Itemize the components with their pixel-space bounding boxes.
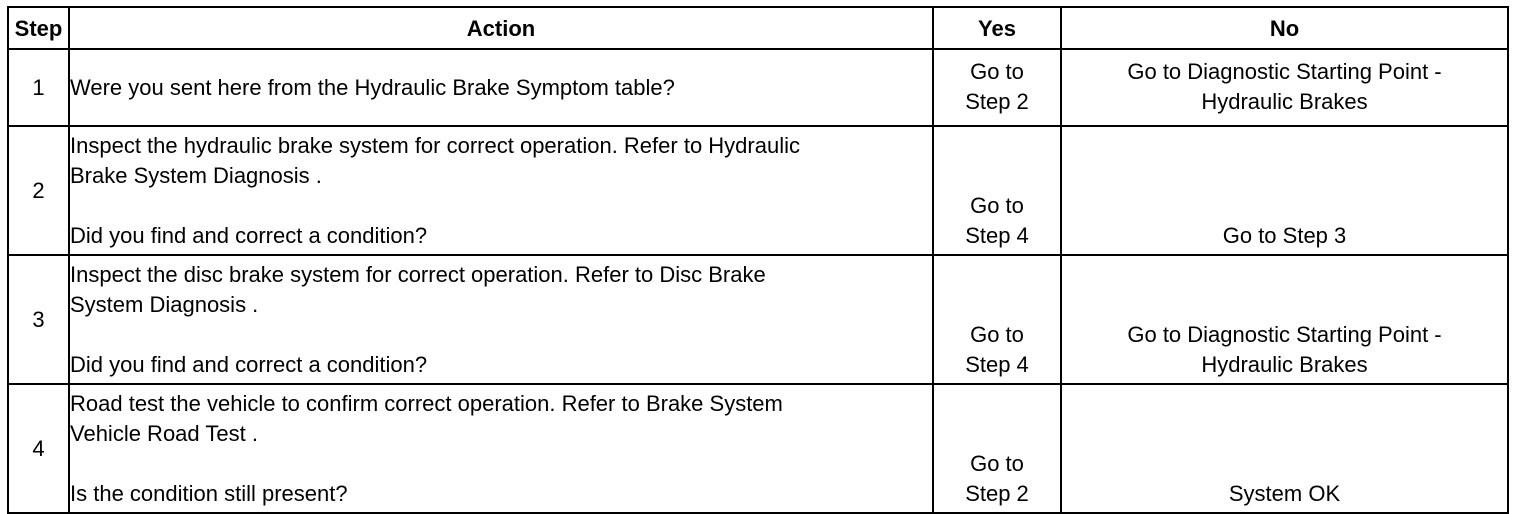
- action-question: Is the condition still present?: [70, 480, 348, 506]
- yes-cell: [933, 255, 1061, 384]
- action-question: Did you find and correct a condition?: [70, 351, 428, 377]
- step-number: 4: [8, 384, 69, 513]
- yes-step-link[interactable]: Step 2: [965, 481, 1029, 506]
- action-cell: [69, 126, 933, 255]
- action-cell: [69, 384, 933, 513]
- yes-step-link[interactable]: Step 4: [965, 352, 1029, 377]
- action-text: Road test the vehicle to confirm correct operation. Refer to Brake System: [70, 390, 783, 416]
- yes-step-link[interactable]: Step 4: [965, 223, 1029, 248]
- no-link-continued[interactable]: Hydraulic Brakes: [1201, 352, 1368, 377]
- header-action: Action: [69, 7, 933, 49]
- action-cell: [69, 255, 933, 384]
- no-cell: [1061, 49, 1508, 126]
- action-text: Inspect the disc brake system for correct operation. Refer to Disc Brake: [70, 261, 766, 287]
- table-row: [8, 384, 1508, 513]
- step-number: 3: [8, 255, 69, 384]
- no-cell: [1061, 384, 1508, 513]
- yes-cell: [933, 384, 1061, 513]
- action-cell: [69, 49, 933, 126]
- no-result: System OK: [1228, 481, 1341, 506]
- yes-text: Go to: [970, 322, 1024, 347]
- yes-text: Go to: [970, 193, 1024, 218]
- yes-cell: [933, 49, 1061, 126]
- no-link[interactable]: Go to Step 3: [1222, 223, 1347, 248]
- step-number: 2: [8, 126, 69, 255]
- step-number: 1: [8, 49, 69, 126]
- action-reference-link[interactable]: Brake System Diagnosis .: [70, 162, 322, 188]
- action-question: Did you find and correct a condition?: [70, 222, 428, 248]
- header-step: Step: [8, 7, 69, 49]
- table-row: [8, 126, 1508, 255]
- no-cell: [1061, 255, 1508, 384]
- yes-cell: [933, 126, 1061, 255]
- no-link[interactable]: Go to Diagnostic Starting Point -: [1127, 322, 1442, 347]
- no-link[interactable]: Go to Diagnostic Starting Point -: [1127, 59, 1442, 84]
- header-no: No: [1061, 7, 1508, 49]
- no-cell: [1061, 126, 1508, 255]
- diagnostic-table: [7, 6, 1509, 514]
- table-row: [8, 49, 1508, 126]
- diagnostic-table-container: [7, 6, 1509, 514]
- yes-text: Go to: [970, 451, 1024, 476]
- action-text: Inspect the hydraulic brake system for correct operation. Refer to Hydraulic: [70, 132, 800, 158]
- yes-step-link[interactable]: Step 2: [965, 89, 1029, 114]
- no-link-continued[interactable]: Hydraulic Brakes: [1201, 89, 1368, 114]
- header-row: [8, 7, 1508, 49]
- action-text: Were you sent here from the Hydraulic Brake Symptom table?: [70, 74, 675, 100]
- header-yes: Yes: [933, 7, 1061, 49]
- yes-text: Go to: [970, 59, 1024, 84]
- action-reference-link[interactable]: Vehicle Road Test .: [70, 420, 258, 446]
- table-row: [8, 255, 1508, 384]
- action-reference-link[interactable]: System Diagnosis .: [70, 291, 259, 317]
